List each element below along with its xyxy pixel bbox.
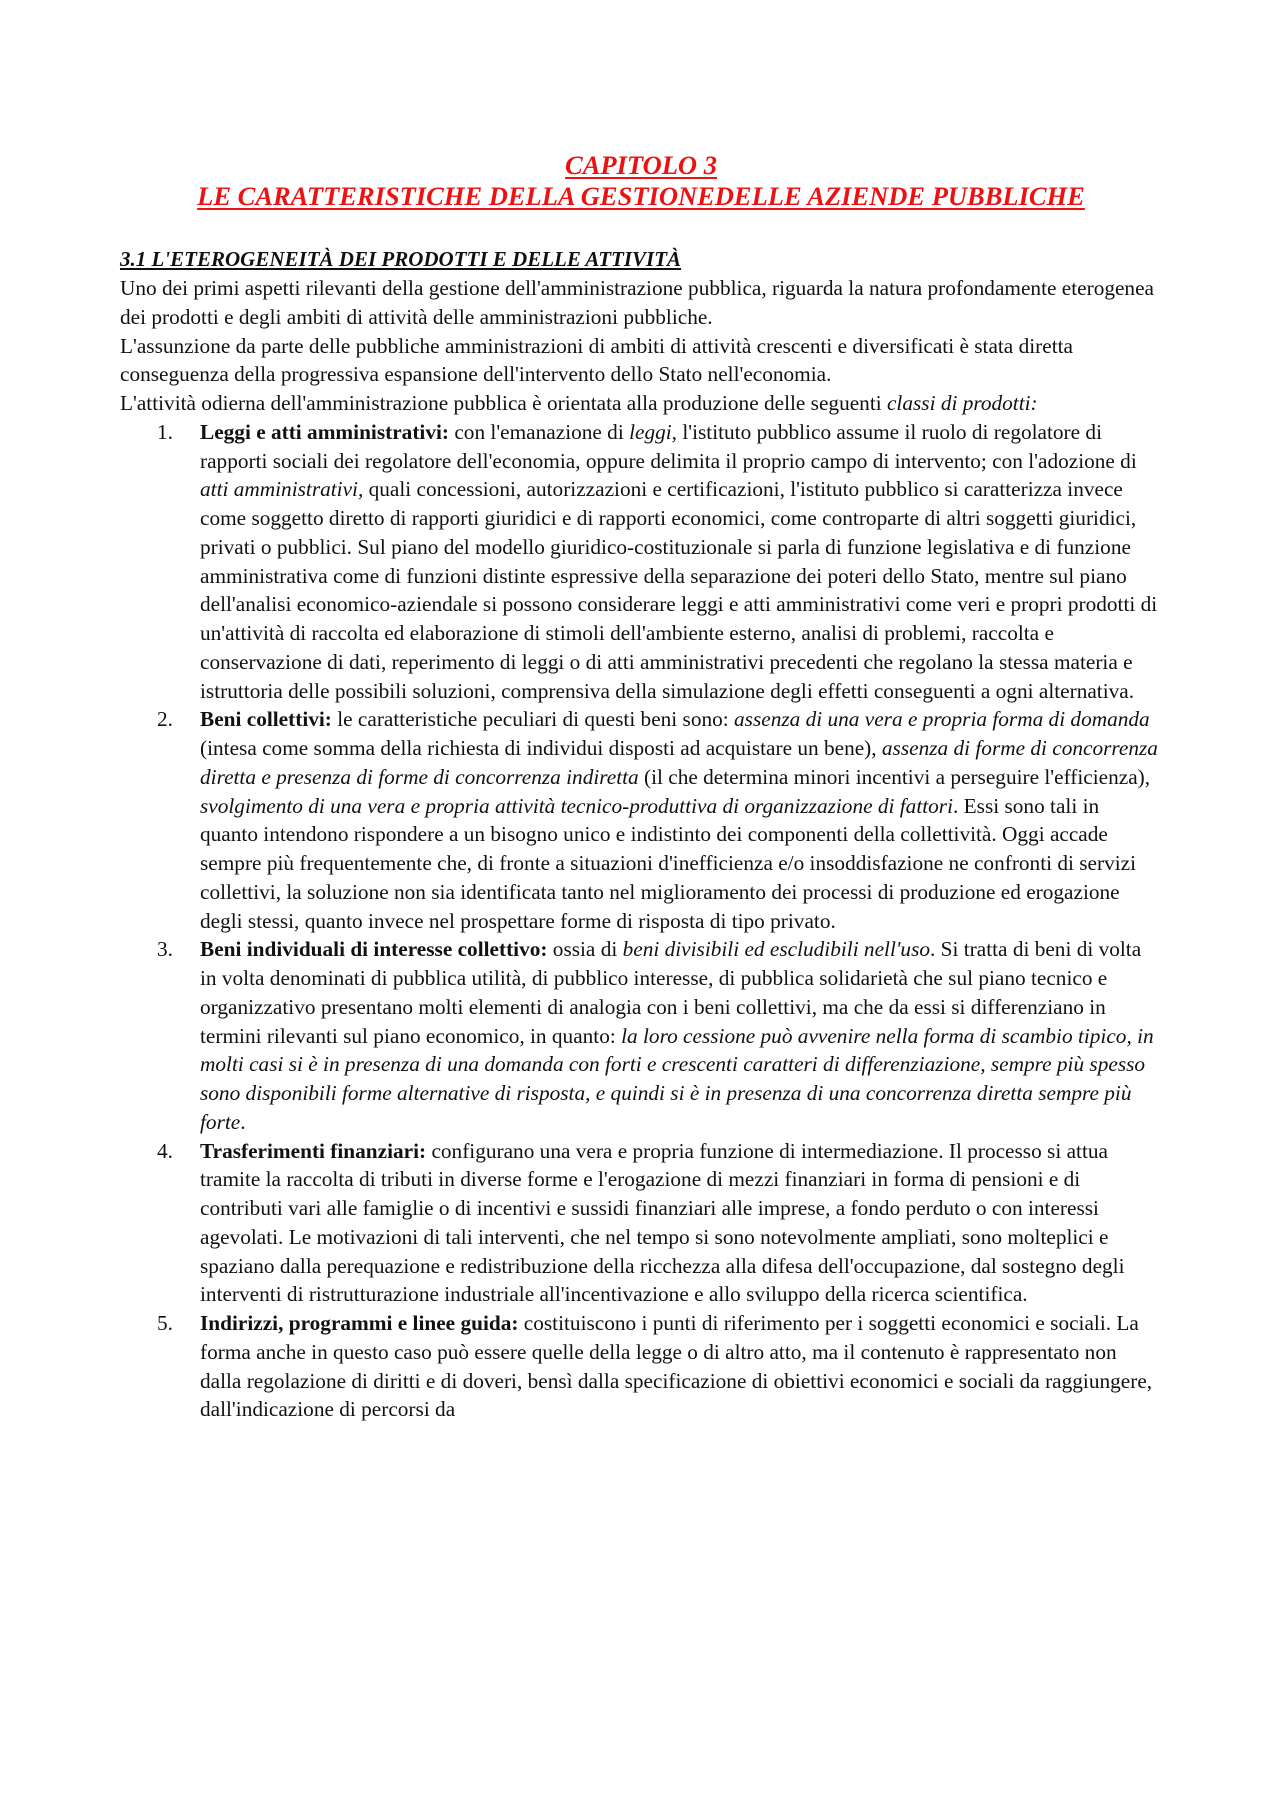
list-item xyxy=(120,935,1162,1136)
list-item xyxy=(120,1309,1162,1424)
item-emphasis: beni divisibili ed escludibili nell'uso xyxy=(622,937,931,962)
lead-text: L'attività odierna dell'amministrazione pubblica è orientata alla produzione delle seguenti xyxy=(120,391,887,415)
chapter-title xyxy=(120,150,1162,212)
item-text: (intesa come somma della richiesta di individui disposti ad acquistare un bene), xyxy=(200,736,882,760)
list-item xyxy=(120,1137,1162,1310)
document-page xyxy=(120,150,1162,1424)
intro-sentence: Uno dei primi aspetti rilevanti della gestione dell'amministrazione pubblica, riguarda la natura profondamente eterogenea dei prodotti e degli ambiti di attività delle amministrazioni pubbliche. xyxy=(120,276,1154,329)
list-item xyxy=(120,418,1162,706)
item-emphasis: assenza di forme di concorrenza diretta e presenza di forme di concorrenza indiretta xyxy=(200,736,1158,789)
item-emphasis: atti amministrativi, xyxy=(200,477,364,502)
item-number: 2. xyxy=(157,707,173,732)
item-number: 4. xyxy=(157,1138,173,1163)
item-text: costituiscono i punti di riferimento per i soggetti economici e sociali. La forma anche in questo caso può essere quelle della legge o di altro atto, ma il contenuto è rappresentato non dalla regolazione di diritti e di doveri, bensì dalla specificazione di obiettivi economici e sociali da raggiungere, dall'indicazione di percorsi da xyxy=(200,1311,1153,1422)
product-classes-list xyxy=(120,418,1162,1424)
item-text: con l'emanazione di xyxy=(449,419,630,444)
item-text: quali concessioni, autorizzazioni e certificazioni, l'istituto pubblico si caratterizza invece come soggetto diretto di rapporti giuridici e di rapporti economici, come controparte di altri soggetti giuridici, privati o pubblici. Sul piano del modello giuridico-costituzionale si parla di funzione legislativa e di funzione amministrativa come di funzioni distinte espressive della separazione dei poteri dello Stato, mentre sul piano dell'analisi economico-aziendale si possono considerare leggi e atti amministrativi come veri e propri prodotti di un'attività di raccolta ed elaborazione di stimoli dell'ambiente esterno, analisi di problemi, raccolta e conservazione di dati, reperimento di leggi o di atti amministrativi precedenti che regolano la stessa materia e istruttoria delle possibili soluzioni, comprensiva della simulazione degli effetti conseguenti a ogni alternativa. xyxy=(200,477,1158,703)
lead-italic: classi di prodotti: xyxy=(886,391,1038,415)
item-text: . Essi sono tali in quanto intendono rispondere a un bisogno unico e indistinto dei componenti della collettività. Oggi accade sempre più frequentemente che, di fronte a situazioni d'inefficienza e/o insoddisfazione ne confronti di servizi collettivi, la soluzione non sia identificata tanto nel miglioramento dei processi di produzione ed erogazione degli stessi, quanto invece nel prospettare forme di risposta di tipo privato. xyxy=(200,793,1137,933)
chapter-number: CAPITOLO 3 xyxy=(565,150,717,180)
item-term: Leggi e atti amministrativi: xyxy=(200,419,450,444)
item-text: (il che determina minori incentivi a perseguire l'efficienza), xyxy=(638,764,1151,789)
item-text: configurano una vera e propria funzione di intermediazione. Il processo si attua tramite la raccolta di tributi in diverse forme e l'erogazione di mezzi finanziari in forma di pensioni e di contributi vari alle famiglie o di incentivi e sussidi finanziari alle imprese, a fondo perduto o con interessi agevolati. Le motivazioni di tali interventi, che nel tempo si sono notevolmente ampliati, sono molteplici e spaziano dalla perequazione e redistribuzione della ricchezza alla difesa dell'occupazione, dal sostegno degli interventi di ristrutturazione industriale all'incentivazione e allo sviluppo della ricerca scientifica. xyxy=(200,1138,1125,1307)
section-heading: 3.1 L'ETEROGENEITÀ DEI PRODOTTI E DELLE ATTIVITÀ xyxy=(120,247,682,271)
intro-paragraph xyxy=(120,274,1162,418)
chapter-subtitle: LE CARATTERISTICHE DELLA GESTIONEDELLE AZIENDE PUBBLICHE xyxy=(197,181,1085,211)
item-number: 5. xyxy=(157,1311,173,1335)
item-number: 3. xyxy=(157,937,173,962)
item-number: 1. xyxy=(157,419,173,444)
item-emphasis: la loro cessione può avvenire nella forma di scambio tipico, in molti casi si è in presenza di una domanda con forti e crescenti caratteri di differenziazione, sempre più spesso sono disponibili forme alternative di risposta, e quindi si è in presenza di una concorrenza diretta sempre più forte xyxy=(200,1023,1154,1134)
item-emphasis: leggi, xyxy=(629,419,677,444)
item-term: Indirizzi, programmi e linee guida: xyxy=(200,1311,519,1335)
item-text: le caratteristiche peculiari di questi beni sono: xyxy=(331,707,735,732)
item-term: Beni collettivi: xyxy=(200,707,332,732)
item-text: . Si tratta di beni di volta in volta denominati di pubblica utilità, di pubblico interesse, di pubblica solidarietà che sul piano tecnico e organizzativo presentano molti elementi di analogia con i beni collettivi, ma che da essi si differenziano in termini rilevanti sul piano economico, in quanto: xyxy=(200,937,1142,1048)
item-text: . xyxy=(240,1109,246,1134)
item-text: l'istituto pubblico assume il ruolo di regolatore di rapporti sociali dei regolatore dell'economia, oppure delimita il proprio campo di intervento; con l'adozione di xyxy=(200,419,1137,473)
item-emphasis: svolgimento di una vera e propria attività tecnico-produttiva di organizzazione di fattori xyxy=(200,793,954,818)
item-text: ossia di xyxy=(547,937,623,962)
item-term: Trasferimenti finanziari: xyxy=(200,1138,427,1163)
item-emphasis: assenza di una vera e propria forma di domanda xyxy=(734,707,1150,732)
intro-sentence: L'assunzione da parte delle pubbliche amministrazioni di ambiti di attività crescenti e diversificati è stata diretta conseguenza della progressiva espansione dell'intervento dello Stato nell'economia. xyxy=(120,333,1073,387)
item-term: Beni individuali di interesse collettivo: xyxy=(200,937,548,962)
list-item xyxy=(120,705,1162,935)
